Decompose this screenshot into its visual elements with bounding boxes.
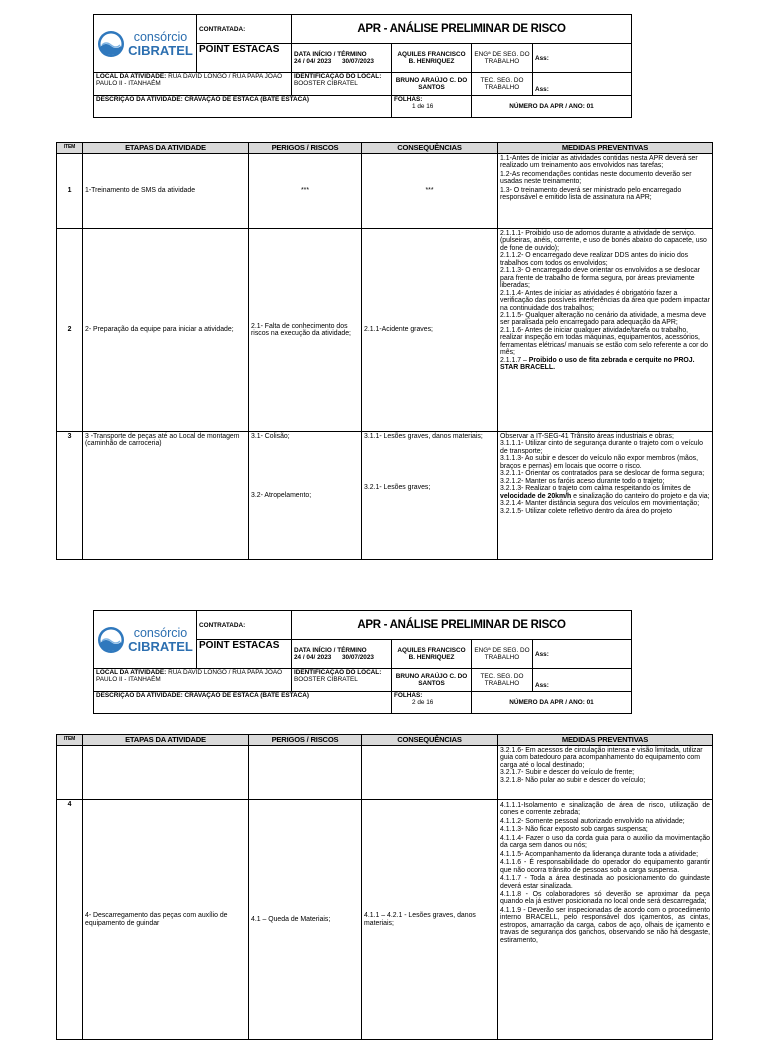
medida-item: 2.1.1.6- Antes de iniciar qualquer atividade/tarefa ou trabalho, realizar inspeção em todas máquinas, equipamentos, acessórios, ferramentas elétricas/ manuais se estão com selo referente a cor do mês; xyxy=(500,326,708,357)
consequencia-2: 3.2.1- Lesões graves; xyxy=(364,484,431,492)
medida-item: 3.2.1.6- Em acessos de circulação intensa e visão limitada, utilizar guia com batedouro para acompanhamento do equipamento com carga até o local destinado; xyxy=(500,747,703,769)
data-value: 24 / 04/ 2023 30/07/2023 xyxy=(294,58,374,65)
descricao-atividade xyxy=(94,692,392,714)
consequencia-cell xyxy=(362,432,498,560)
medidas-cell xyxy=(498,432,713,560)
signature-field-1[interactable]: Ass: xyxy=(533,44,632,73)
desc-value: CRAVAÇÃO DE ESTACA (BATE ESTACA) xyxy=(184,692,310,699)
medida-item: 4.1.1.6 - É responsabilidade do operador do equipamento garantir que não ocorra trânsito de pessoas sob a carga suspensa. xyxy=(500,859,710,874)
medida-vel-suffix: e sinalização do canteiro do projeto e da via; xyxy=(571,492,710,500)
header-table xyxy=(93,610,632,714)
folhas-label: FOLHAS: xyxy=(394,692,423,699)
folhas-label: FOLHAS: xyxy=(394,96,423,103)
medida-item: 2.1.1.4- Antes de iniciar as atividades é obrigatório fazer a verificação das possíveis interferências da área que podem impactar na continuidade dos trabalhos; xyxy=(500,289,710,312)
medida-item: 4.1.1.5- Acompanhamento da liderança durante toda a atividade; xyxy=(500,850,699,858)
data-label: DATA INÍCIO / TÉRMINO xyxy=(294,51,367,58)
medida-item: 3.2.1.5- Utilizar colete refletivo dentro da área do projeto xyxy=(500,507,672,515)
consequencia-1: 3.1.1- Lesões graves, danos materiais; xyxy=(364,433,483,440)
medida-item: 4.1.1.1-Isolamento e sinalização de área de risco, utilização de cones e corrente zebrada; xyxy=(500,802,710,817)
apr-title: APR - ANÁLISE PRELIMINAR DE RISCO xyxy=(292,611,632,640)
local-label: LOCAL DA ATIVIDADE: xyxy=(96,73,167,80)
contratada-value: POINT ESTACAS xyxy=(197,640,292,669)
medida-item: 3.1.1.3- Ao subir e descer do veículo não expor membros (mãos, braços e pernas) em locais que ocorre o risco. xyxy=(500,455,699,470)
apr-number: NÚMERO DA APR / ANO: 01 xyxy=(472,96,632,118)
col-etapas: ETAPAS DA ATIVIDADE xyxy=(83,735,249,746)
table-row xyxy=(57,746,713,800)
consequencia-cell xyxy=(362,746,498,800)
perigo-cell xyxy=(249,432,362,560)
table-row xyxy=(57,154,713,229)
medida-item: 3.2.1.7- Subir e descer do veículo de frente; xyxy=(500,769,635,777)
person2-name: BRUNO ARAÚJO C. DO SANTOS xyxy=(392,669,472,692)
folhas-cell xyxy=(392,96,472,118)
medida-item: 3.1.1.1- Utilizar cinto de segurança durante o trajeto com o veículo de transporte; xyxy=(500,440,704,455)
ident-value: BOOSTER CIBRATEL xyxy=(294,80,358,87)
risk-table xyxy=(56,734,713,1040)
col-perigos: PERIGOS / RISCOS xyxy=(249,143,362,154)
medida-item: 1.2-As recomendações contidas neste documento deverão ser usadas neste treinamento; xyxy=(500,170,692,186)
consorcio-logo-icon xyxy=(97,30,125,58)
medida-item: 2.1.1.5- Qualquer alteração no cenário da atividade, a mesma deve ser paralisada pelo encarregado para adequação da APR; xyxy=(500,311,707,327)
medidas-cell xyxy=(498,800,713,1040)
medida-item: 3.2.1.1- Orientar os contratados para se deslocar de forma segura; xyxy=(500,470,705,478)
consequencia-cell: 2.1.1-Acidente graves; xyxy=(362,229,498,432)
medida-item: 4.1.1.7 - Toda a área destinada ao posicionamento do guindaste deverá estar sinalizada. xyxy=(500,875,710,890)
col-medidas: MEDIDAS PREVENTIVAS xyxy=(498,143,713,154)
medida-item: 3.2.1.2- Manter os faróis aceso durante todo o trajeto; xyxy=(500,477,665,485)
item-number: 2 xyxy=(57,229,83,432)
local-label: LOCAL DA ATIVIDADE: xyxy=(96,669,167,676)
perigo-cell xyxy=(249,746,362,800)
signature-field-2[interactable]: Ass: xyxy=(533,73,632,96)
item-number: 1 xyxy=(57,154,83,229)
ident-value: BOOSTER CIBRATEL xyxy=(294,676,358,683)
item-number: 4 xyxy=(57,800,83,1040)
item-number xyxy=(57,746,83,800)
local-value: RUA DAVID LONGO / RUA PAPA JOÃO PAULO II - ITANHAÉM xyxy=(96,669,283,683)
table-row xyxy=(57,432,713,560)
folhas-cell xyxy=(392,692,472,714)
person2-name: BRUNO ARAÚJO C. DO SANTOS xyxy=(392,73,472,96)
medida-item: 1.3- O treinamento deverá ser ministrado pelo encarregado responsável e emitido lista de assinatura na APR; xyxy=(500,186,682,202)
medida-prefix: 2.1.1.7 – xyxy=(500,356,529,364)
desc-value: CRAVAÇÃO DE ESTACA (BATE ESTACA) xyxy=(184,96,310,103)
perigo-cell: 4.1 – Queda de Materiais; xyxy=(249,800,362,1040)
ident-label: IDENTIFICAÇÃO DO LOCAL: xyxy=(294,669,382,676)
etapa-cell: 2- Preparação da equipe para iniciar a atividade; xyxy=(83,229,249,432)
medidas-cell xyxy=(498,154,713,229)
logo xyxy=(94,15,197,73)
medida-item: 2.1.1.2- O encarregado deve realizar DDS antes do inicio dos trabalhos com todos os envolvidos; xyxy=(500,252,689,267)
medida-item: 2.1.1.1- Proibido uso de adornos durante a atividade de serviço. (pulseiras, anéis, corrente, e uso de bonés abaixo do capacete, uso de fone de ouvido); xyxy=(500,230,707,252)
desc-label: DESCRIÇÃO DA ATIVIDADE: xyxy=(96,692,183,699)
header-table xyxy=(93,14,632,118)
data-cell xyxy=(292,44,392,73)
col-item: ITEM xyxy=(57,143,83,154)
perigo-2: 3.2- Atropelamento; xyxy=(251,492,312,500)
data-label: DATA INÍCIO / TÉRMINO xyxy=(294,647,367,654)
medida-item: 1.1-Antes de iniciar as atividades contidas nesta APR deverá ser realizado um treinamento aos envolvidos nas tarefas; xyxy=(500,155,698,170)
consequencia-cell: 4.1.1 – 4.2.1 - Lesões graves, danos materiais; xyxy=(362,800,498,1040)
apr-title: APR - ANÁLISE PRELIMINAR DE RISCO xyxy=(292,15,632,44)
medida-item: 3.2.1.4- Manter distância segura dos veículos em movimentação; xyxy=(500,500,700,508)
medida-vel-prefix: 3.2.1.3- Realizar o trajeto com calma respeitando os limites de xyxy=(500,485,691,493)
item-number: 3 xyxy=(57,432,83,560)
medida-bold-text: Proibido o uso de fita zebrada e cerquite no PROJ. STAR BRACELL. xyxy=(500,356,695,372)
contratada-value: POINT ESTACAS xyxy=(197,44,292,73)
logo-text-bottom: CIBRATEL xyxy=(128,42,193,58)
col-consequencias: CONSEQUÊNCIAS xyxy=(362,143,498,154)
col-perigos: PERIGOS / RISCOS xyxy=(249,735,362,746)
etapa-cell: 3 -Transporte de peças até ao Local de montagem (caminhão de carroceria) xyxy=(83,432,249,560)
contratada-label: CONTRATADA: xyxy=(197,611,292,640)
medida-item: 4.1.1.8 - Os colaboradores só deverão se aproximar da peça quando ela já estiver posicionada no local onde será descarregada; xyxy=(500,890,710,906)
medida-item: 4.1.1.9 - Deverão ser inspecionadas de acordo com o procedimento interno BRACELL, pelo responsável dos içamentos, as cintas, estropos, amarração da carga, cabos de aço, olhais de içamento e travas de segurança dos ganchos, observando se não há desgaste, estiramento, xyxy=(500,906,710,944)
table-row xyxy=(57,229,713,432)
role2: TEC. SEG. DO TRABALHO xyxy=(472,73,533,96)
medidas-cell xyxy=(498,229,713,432)
medida-item: 2.1.1.3- O encarregado deve orientar os envolvidos a se deslocar para frente de trabalho de forma segura, por áreas previamente liberadas; xyxy=(500,267,700,290)
local-atividade xyxy=(94,669,292,692)
logo-text-top: consórcio xyxy=(133,625,188,640)
local-atividade xyxy=(94,73,292,96)
signature-field-2[interactable]: Ass: xyxy=(533,669,632,692)
medida-item: 4.1.1.3- Não ficar exposto sob cargas suspensa; xyxy=(500,826,648,834)
signature-field-1[interactable]: Ass: xyxy=(533,640,632,669)
col-consequencias: CONSEQUÊNCIAS xyxy=(362,735,498,746)
medida-vel-bold: velocidade de 20km/h xyxy=(500,492,572,500)
data-cell xyxy=(292,640,392,669)
folhas-value: 1 de 16 xyxy=(412,103,434,110)
perigo-cell: 2.1- Falta de conhecimento dos riscos na execução da atividade; xyxy=(249,229,362,432)
ident-local xyxy=(292,73,392,96)
medida-item-velocidade xyxy=(500,485,710,500)
col-medidas: MEDIDAS PREVENTIVAS xyxy=(498,735,713,746)
etapa-cell xyxy=(83,746,249,800)
perigo-1: 3.1- Colisão; xyxy=(251,433,290,440)
logo-text-bottom: CIBRATEL xyxy=(128,638,193,654)
folhas-value: 2 de 16 xyxy=(412,699,434,706)
medidas-cell xyxy=(498,746,713,800)
consequencia-cell: *** xyxy=(362,154,498,229)
apr-number: NÚMERO DA APR / ANO: 01 xyxy=(472,692,632,714)
medida-item: 4.1.1.2- Somente pessoal autorizado envolvido na atividade; xyxy=(500,817,685,825)
contratada-label: CONTRATADA: xyxy=(197,15,292,44)
person1-name: AQUILES FRANCISCO B. HENRIQUEZ xyxy=(392,640,472,669)
etapa-cell: 4- Descarregamento das peças com auxílio de equipamento de guindar xyxy=(83,800,249,1040)
ident-local xyxy=(292,669,392,692)
table-row xyxy=(57,800,713,1040)
role2: TEC. SEG. DO TRABALHO xyxy=(472,669,533,692)
local-value: RUA DAVID LONGO / RUA PAPA JOÃO PAULO II - ITANHAÉM xyxy=(96,73,283,87)
medida-item-bold xyxy=(500,357,710,372)
medida-item: 4.1.1.4- Fazer o uso da corda guia para o auxilio da movimentação da carga sem danos ou nós; xyxy=(500,834,710,850)
ident-label: IDENTIFICAÇÃO DO LOCAL: xyxy=(294,73,382,80)
descricao-atividade xyxy=(94,96,392,118)
perigo-cell: *** xyxy=(249,154,362,229)
medida-item: 3.2.1.8- Não pular ao subir e descer do veículo; xyxy=(500,776,646,784)
etapa-cell: 1-Treinamento de SMS da atividade xyxy=(83,154,249,229)
role1: ENGª DE SEG. DO TRABALHO xyxy=(472,640,533,669)
col-etapas: ETAPAS DA ATIVIDADE xyxy=(83,143,249,154)
col-item: ITEM xyxy=(57,735,83,746)
desc-label: DESCRIÇÃO DA ATIVIDADE: xyxy=(96,96,183,103)
data-value: 24 / 04/ 2023 30/07/2023 xyxy=(294,654,374,661)
person1-name: AQUILES FRANCISCO B. HENRIQUEZ xyxy=(392,44,472,73)
medida-item: Observar a IT-SEG-41 Trânsito áreas industriais e obras; xyxy=(500,433,674,440)
consorcio-logo-icon xyxy=(97,626,125,654)
logo-text-top: consórcio xyxy=(133,29,188,44)
logo xyxy=(94,611,197,669)
role1: ENGª DE SEG. DO TRABALHO xyxy=(472,44,533,73)
risk-table xyxy=(56,142,713,560)
